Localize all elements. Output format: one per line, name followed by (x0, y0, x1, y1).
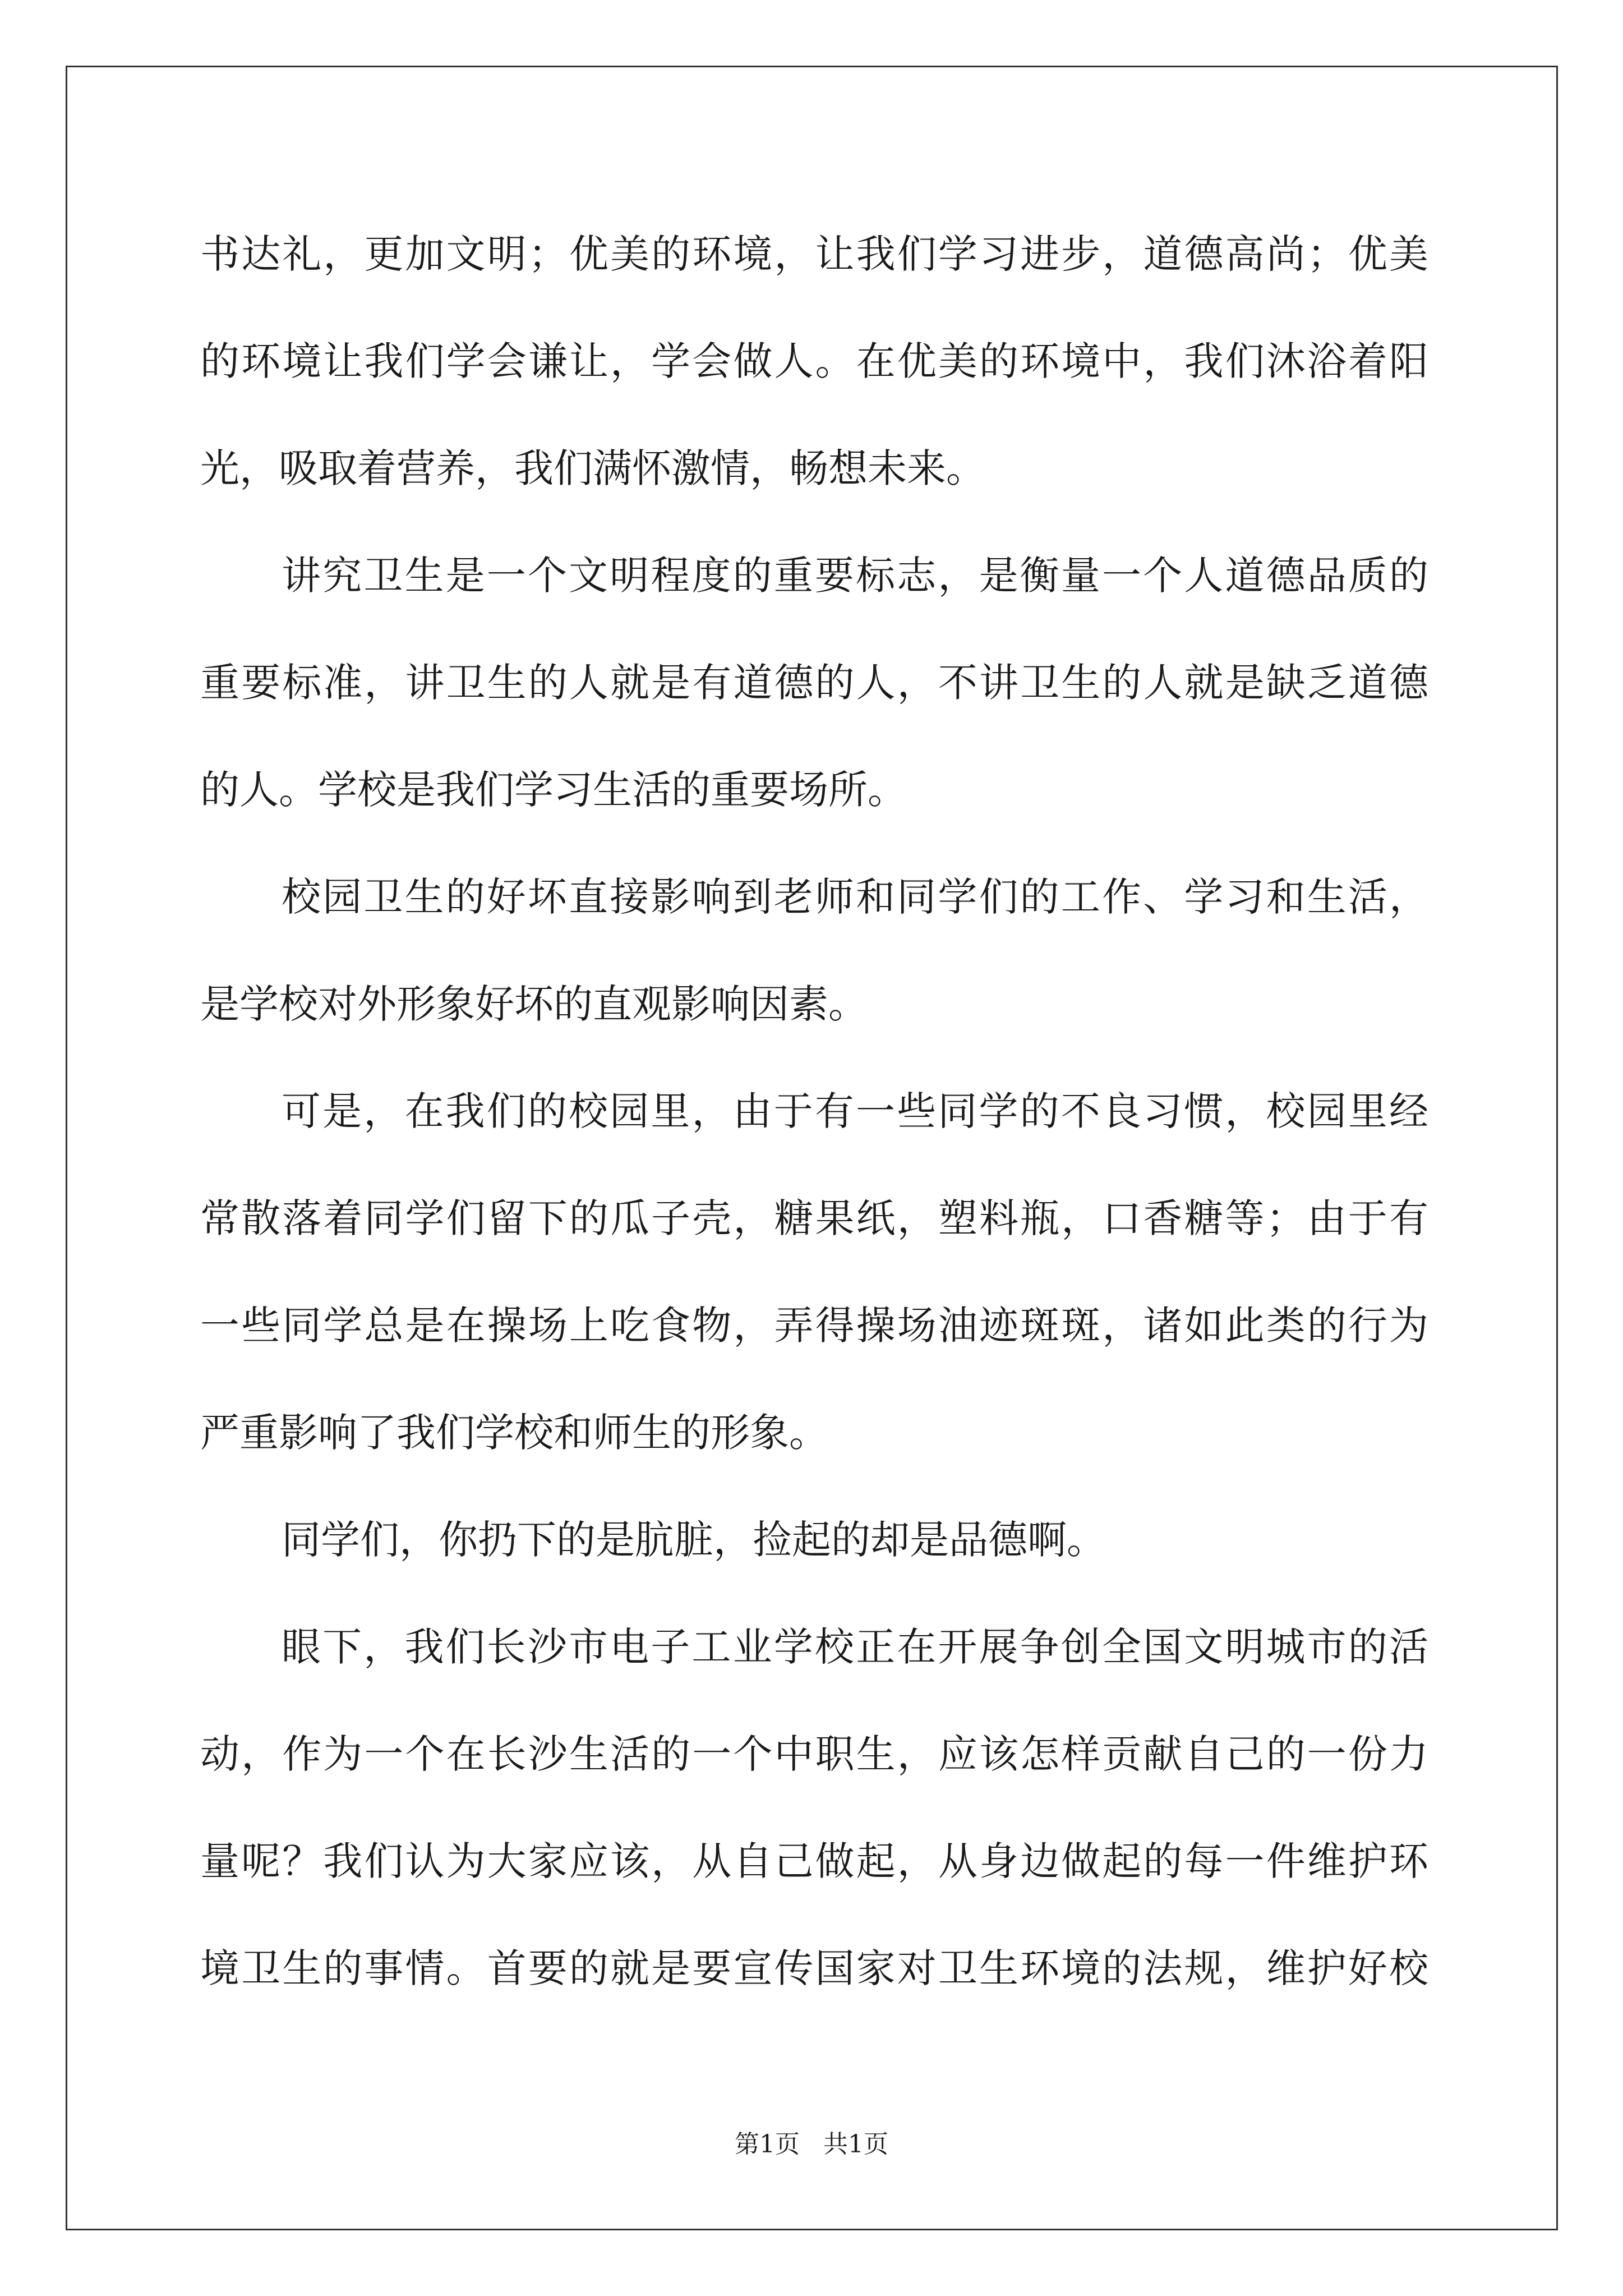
text-line: 光，吸取着营养，我们满怀激情，畅想未来。 (200, 445, 985, 491)
page-number-total: 共1页 (823, 2130, 888, 2159)
text-line: 可是，在我们的校园里，由于有一些同学的不良习惯，校园里经 (282, 1088, 1428, 1134)
text-line: 常散落着同学们留下的瓜子壳，糖果纸，塑料瓶，口香糖等；由于有 (200, 1195, 1428, 1241)
page-footer (0, 2129, 1623, 2160)
text-line: 眼下，我们长沙市电子工业学校正在开展争创全国文明城市的活 (282, 1624, 1428, 1670)
text-line: 校园卫生的好坏直接影响到老师和同学们的工作、学习和生活， (282, 874, 1428, 920)
page-border (66, 66, 1558, 2230)
text-line: 讲究卫生是一个文明程度的重要标志，是衡量一个人道德品质的 (282, 553, 1428, 599)
text-line: 境卫生的事情。首要的就是要宣传国家对卫生环境的法规，维护好校 (200, 1945, 1428, 1991)
text-line: 的环境让我们学会谦让，学会做人。在优美的环境中，我们沐浴着阳 (200, 338, 1428, 384)
text-line: 严重影响了我们学校和师生的形象。 (200, 1410, 828, 1456)
text-line: 的人。学校是我们学习生活的重要场所。 (200, 767, 907, 813)
text-line: 同学们，你扔下的是肮脏，捡起的却是品德啊。 (282, 1517, 1106, 1563)
page-number-current: 第1页 (735, 2130, 800, 2159)
text-line: 是学校对外形象好坏的直观影响因素。 (200, 981, 868, 1027)
text-line: 重要标准，讲卫生的人就是有道德的人，不讲卫生的人就是缺乏道德 (200, 660, 1428, 706)
text-line: 量呢？我们认为大家应该，从自己做起，从身边做起的每一件维护环 (200, 1838, 1428, 1884)
text-line: 一些同学总是在操场上吃食物，弄得操场油迹斑斑，诸如此类的行为 (200, 1303, 1428, 1349)
text-line: 动，作为一个在长沙生活的一个中职生，应该怎样贡献自己的一份力 (200, 1731, 1428, 1777)
text-line: 书达礼，更加文明；优美的环境，让我们学习进步，道德高尚；优美 (200, 231, 1428, 277)
